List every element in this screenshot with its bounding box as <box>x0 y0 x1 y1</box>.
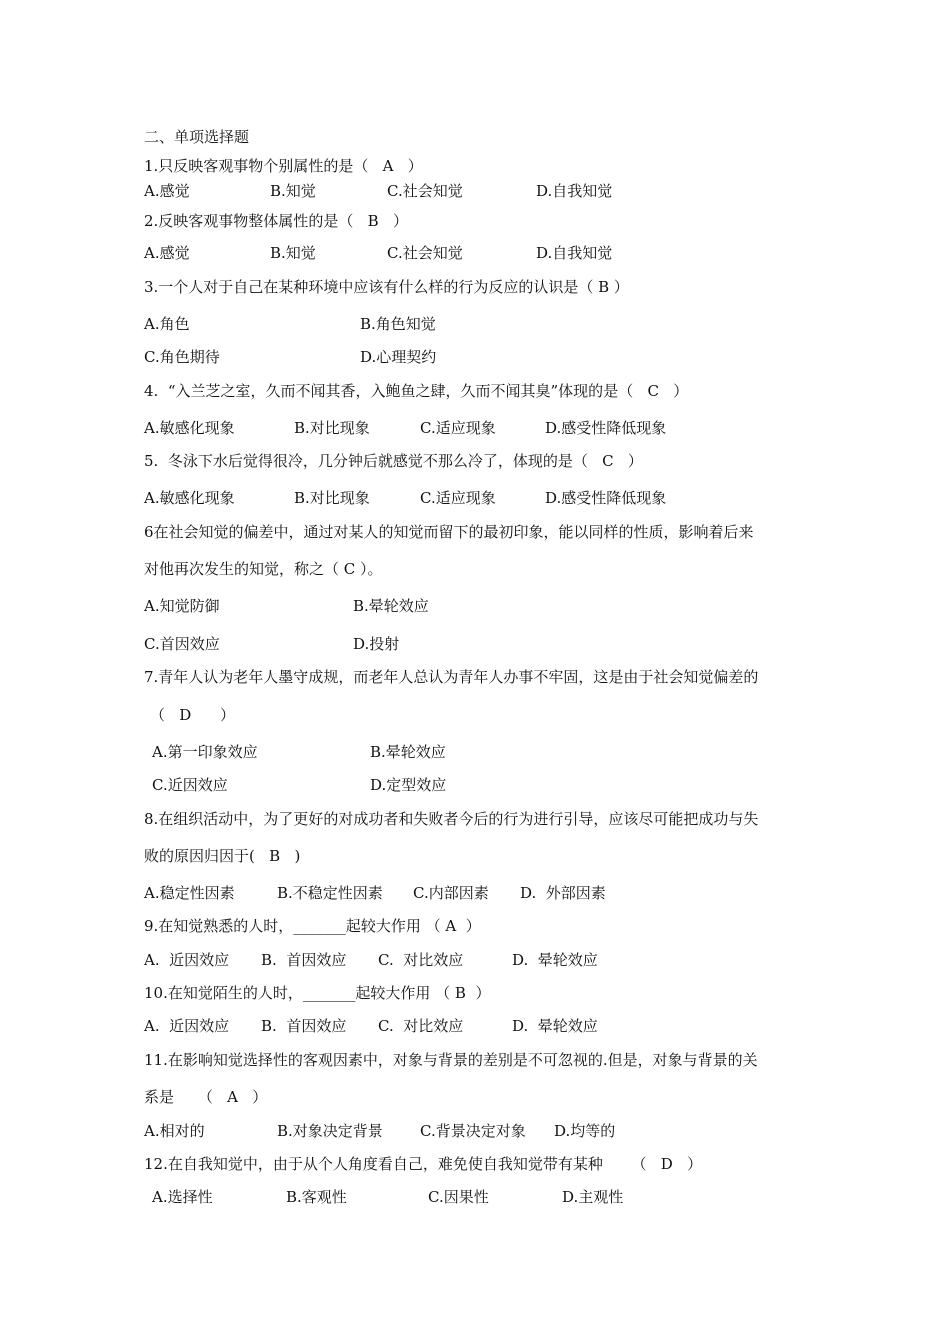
question-11-stem-line-1: 11.在影响知觉选择性的客观因素中，对象与背景的差别是不可忽视的.但是，对象与背景的关 <box>144 1051 758 1069</box>
question-4-option-c: C.适应现象 <box>420 419 496 437</box>
question-11-stem-line-2: 系是 （ A ） <box>144 1088 268 1106</box>
question-12-option-c: C.因果性 <box>428 1188 489 1206</box>
question-12-option-d: D.主观性 <box>562 1188 624 1206</box>
question-4-option-d: D.感受性降低现象 <box>545 419 667 437</box>
question-6-stem-line-2: 对他再次发生的知觉，称之（ C ）。 <box>144 560 383 578</box>
question-4-option-b: B.对比现象 <box>294 419 370 437</box>
question-9-option-d: D. 晕轮效应 <box>512 951 598 969</box>
question-8-option-b: B.不稳定性因素 <box>277 884 383 902</box>
question-10-stem: 10.在知觉陌生的人时，_______起较大作用 （ B ） <box>144 984 491 1002</box>
question-1-option-c: C.社会知觉 <box>387 182 463 200</box>
question-3-option-b: B.角色知觉 <box>360 315 436 333</box>
question-6-option-a: A.知觉防御 <box>144 597 220 615</box>
question-4-stem: 4. “入兰芝之室，久而不闻其香，入鲍鱼之肆，久而不闻其臭”体现的是（ C ） <box>144 382 689 400</box>
question-1-option-d: D.自我知觉 <box>536 182 613 200</box>
question-6-option-d: D.投射 <box>353 635 400 653</box>
question-5-option-c: C.适应现象 <box>420 489 496 507</box>
question-5-option-a: A.敏感化现象 <box>144 489 235 507</box>
question-2-stem: 2.反映客观事物整体属性的是（ B ） <box>144 212 408 230</box>
question-11-option-b: B.对象决定背景 <box>277 1122 383 1140</box>
question-3-stem: 3.一个人对于自己在某种环境中应该有什么样的行为反应的认识是（ B ） <box>144 278 629 296</box>
question-9-option-a: A. 近因效应 <box>144 951 230 969</box>
question-9-option-c: C. 对比效应 <box>378 951 464 969</box>
question-9-option-b: B. 首因效应 <box>261 951 347 969</box>
question-7-stem-line-2: （ D ） <box>150 706 235 724</box>
question-11-option-c: C.背景决定对象 <box>420 1122 526 1140</box>
question-8-option-c: C.内部因素 <box>413 884 489 902</box>
question-12-option-a: A.选择性 <box>152 1188 213 1206</box>
question-1-option-b: B.知觉 <box>270 182 316 200</box>
question-5-stem: 5. 冬泳下水后觉得很冷，几分钟后就感觉不那么冷了，体现的是（ C ） <box>144 452 643 470</box>
question-10-option-a: A. 近因效应 <box>144 1017 230 1035</box>
question-7-option-b: B.晕轮效应 <box>370 743 446 761</box>
question-2-option-b: B.知觉 <box>270 244 316 262</box>
question-11-option-d: D.均等的 <box>554 1122 616 1140</box>
question-5-option-b: B.对比现象 <box>294 489 370 507</box>
question-8-option-a: A.稳定性因素 <box>144 884 235 902</box>
question-1-stem: 1.只反映客观事物个别属性的是（ A ） <box>144 157 423 175</box>
question-2-option-c: C.社会知觉 <box>387 244 463 262</box>
question-5-option-d: D.感受性降低现象 <box>545 489 667 507</box>
question-6-option-b: B.晕轮效应 <box>353 597 429 615</box>
question-8-stem-line-1: 8.在组织活动中，为了更好的对成功者和失败者今后的行为进行引导，应该尽可能把成功与失 <box>144 810 759 828</box>
question-4-option-a: A.敏感化现象 <box>144 419 235 437</box>
question-6-option-c: C.首因效应 <box>144 635 220 653</box>
question-1-option-a: A.感觉 <box>144 182 190 200</box>
question-9-stem: 9.在知觉熟悉的人时，_______起较大作用 （ A ） <box>144 917 481 935</box>
question-10-option-d: D. 晕轮效应 <box>512 1017 598 1035</box>
question-7-option-d: D.定型效应 <box>370 776 447 794</box>
question-8-option-d: D. 外部因素 <box>520 884 606 902</box>
question-3-option-c: C.角色期待 <box>144 348 220 366</box>
section-title: 二、单项选择题 <box>144 128 250 146</box>
question-7-option-c: C.近因效应 <box>152 776 228 794</box>
question-8-stem-line-2: 败的原因归因于( B ) <box>144 847 301 865</box>
question-7-stem-line-1: 7.青年人认为老年人墨守成规，而老年人总认为青年人办事不牢固，这是由于社会知觉偏差的 <box>144 668 759 686</box>
question-2-option-a: A.感觉 <box>144 244 190 262</box>
question-3-option-d: D.心理契约 <box>360 348 437 366</box>
question-11-option-a: A.相对的 <box>144 1122 205 1140</box>
question-10-option-b: B. 首因效应 <box>261 1017 347 1035</box>
question-12-stem: 12.在自我知觉中，由于从个人角度看自己，难免使自我知觉带有某种 （ D ） <box>144 1155 703 1173</box>
question-7-option-a: A.第一印象效应 <box>152 743 258 761</box>
question-12-option-b: B.客观性 <box>286 1188 347 1206</box>
question-2-option-d: D.自我知觉 <box>536 244 613 262</box>
question-3-option-a: A.角色 <box>144 315 190 333</box>
question-10-option-c: C. 对比效应 <box>378 1017 464 1035</box>
question-6-stem-line-1: 6在社会知觉的偏差中，通过对某人的知觉而留下的最初印象，能以同样的性质，影响着后来 <box>144 523 754 541</box>
